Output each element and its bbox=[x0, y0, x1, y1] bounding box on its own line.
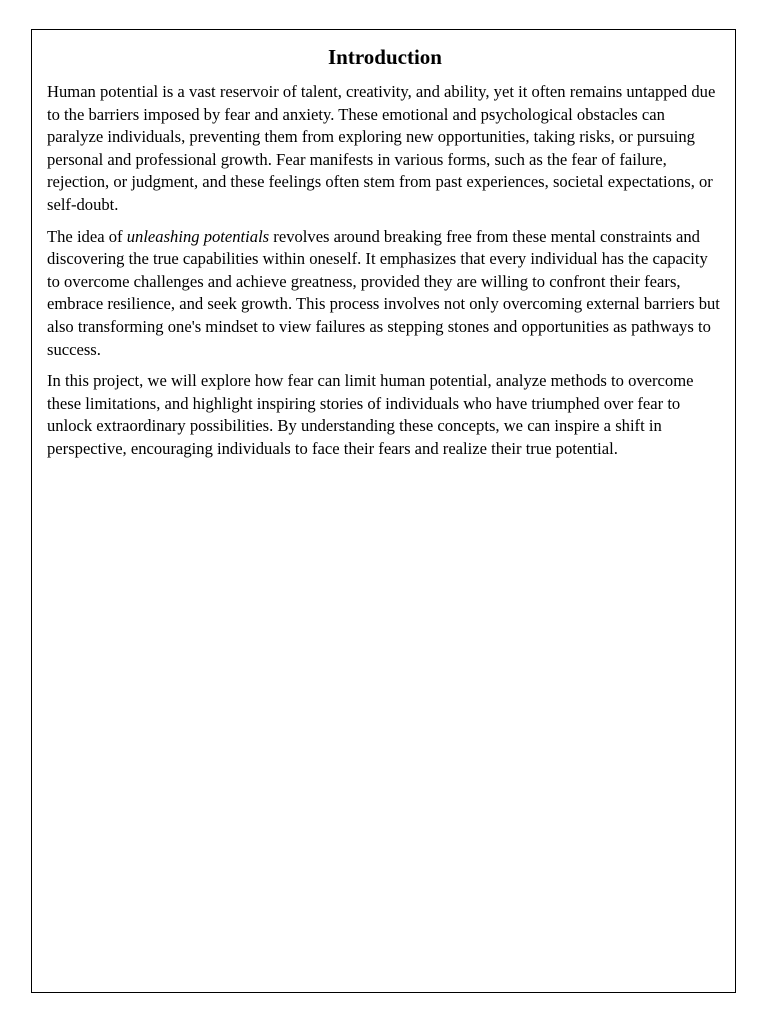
paragraph-1: Human potential is a vast reservoir of talent, creativity, and ability, yet it often remains untapped due to the barriers imposed by fear and anxiety. These emotional and psychological obstacles can paralyze individuals, preventing them from exploring new opportunities, taking risks, or pursuing personal and professional growth. Fear manifests in various forms, such as the fear of failure, rejection, or judgment, and these feelings often stem from past experiences, societal expectations, or self-doubt. bbox=[47, 82, 716, 214]
paragraph-2-rest: revolves around breaking free from these mental constraints and discovering the true capabilities within oneself. It emphasizes that every individual has the capacity to overcome challenges and achieve greatness, provided they are willing to confront their fears, embrace resilience, and seek growth. This process involves not only overcoming external barriers but also transforming one's mindset to view failures as stepping stones and opportunities as pathways to success. bbox=[47, 226, 720, 359]
paragraph-3: In this project, we will explore how fear can limit human potential, analyze methods to overcome these limitations, and highlight inspiring stories of individuals who have triumphed over fear to unlock extraordinary possibilities. By understanding these concepts, we can inspire a shift in perspective, encouraging individuals to face their fears and realize their true potential. bbox=[47, 371, 694, 458]
page-border bbox=[31, 29, 736, 993]
emphasis-unleashing-potentials: unleashing potentials bbox=[126, 226, 270, 246]
paragraph-2 bbox=[47, 226, 723, 362]
paragraph-2-lead: The idea of bbox=[47, 226, 127, 246]
page-title: Introduction bbox=[328, 45, 442, 69]
document-body bbox=[47, 44, 723, 470]
